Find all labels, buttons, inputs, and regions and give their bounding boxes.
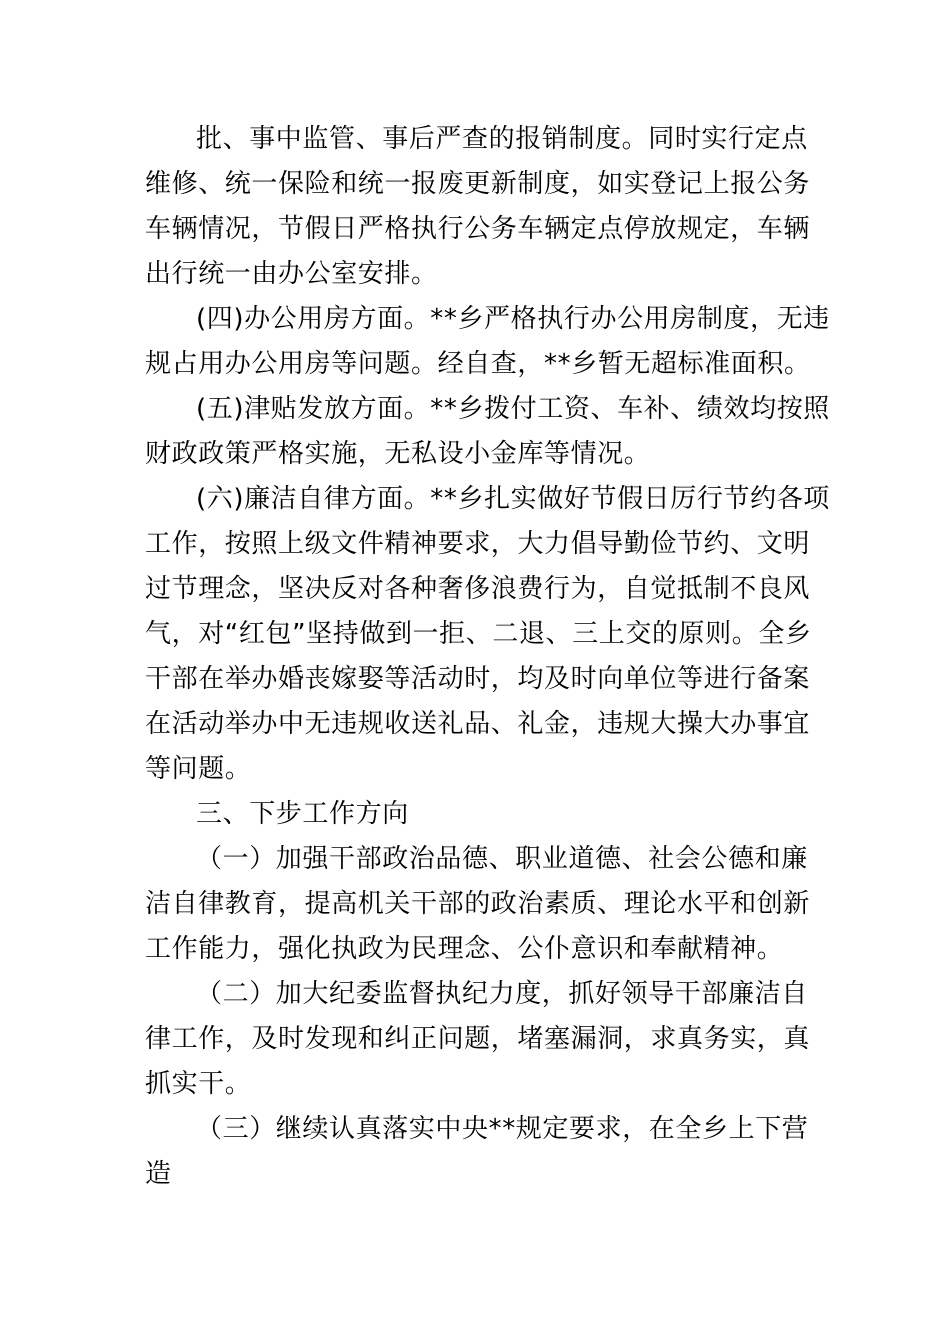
section-heading: 三、下步工作方向 [196, 799, 409, 829]
paragraph-line: 过节理念，坚决反对各种奢侈浪费行为，自觉抵制不良风 [145, 574, 811, 604]
paragraph-line: (六)廉洁自律方面。**乡扎实做好节假日厉行节约各项 [196, 484, 830, 514]
paragraph-line: 洁自律教育，提高机关干部的政治素质、理论水平和创新 [145, 889, 811, 919]
paragraph-line: 工作，按照上级文件精神要求，大力倡导勤俭节约、文明 [145, 529, 811, 559]
paragraph-line: （一）加强干部政治品德、职业道德、社会公德和廉 [196, 844, 808, 874]
paragraph-line: （三）继续认真落实中央**规定要求，在全乡上下营 [196, 1114, 809, 1144]
paragraph-line: 工作能力，强化执政为民理念、公仆意识和奉献精神。 [145, 934, 784, 964]
paragraph-line: 等问题。 [145, 754, 252, 784]
paragraph-line: 维修、统一保险和统一报废更新制度，如实登记上报公务 [145, 169, 811, 199]
paragraph-line: 规占用办公用房等问题。经自查，**乡暂无超标准面积。 [145, 349, 811, 379]
paragraph-line: 干部在举办婚丧嫁娶等活动时，均及时向单位等进行备案 [145, 664, 811, 694]
paragraph-line: 财政政策严格实施，无私设小金库等情况。 [145, 439, 651, 469]
paragraph-line: 车辆情况，节假日严格执行公务车辆定点停放规定，车辆 [145, 214, 811, 244]
paragraph-line: (四)办公用房方面。**乡严格执行办公用房制度，无违 [196, 304, 830, 334]
paragraph-line: 律工作，及时发现和纠正问题，堵塞漏洞，求真务实，真 [145, 1024, 811, 1054]
paragraph-line: 气，对“红包”坚持做到一拒、二退、三上交的原则。全乡 [145, 619, 812, 649]
paragraph-line: 批、事中监管、事后严查的报销制度。同时实行定点 [196, 124, 808, 154]
paragraph-line: （二）加大纪委监督执纪力度，抓好领导干部廉洁自 [196, 979, 808, 1009]
paragraph-line: 在活动举办中无违规收送礼品、礼金，违规大操大办事宜 [145, 709, 811, 739]
paragraph-line: 抓实干。 [145, 1069, 252, 1099]
paragraph-line: 造 [145, 1159, 172, 1189]
paragraph-line: 出行统一由办公室安排。 [145, 259, 438, 289]
paragraph-line: (五)津贴发放方面。**乡拨付工资、车补、绩效均按照 [196, 394, 830, 424]
